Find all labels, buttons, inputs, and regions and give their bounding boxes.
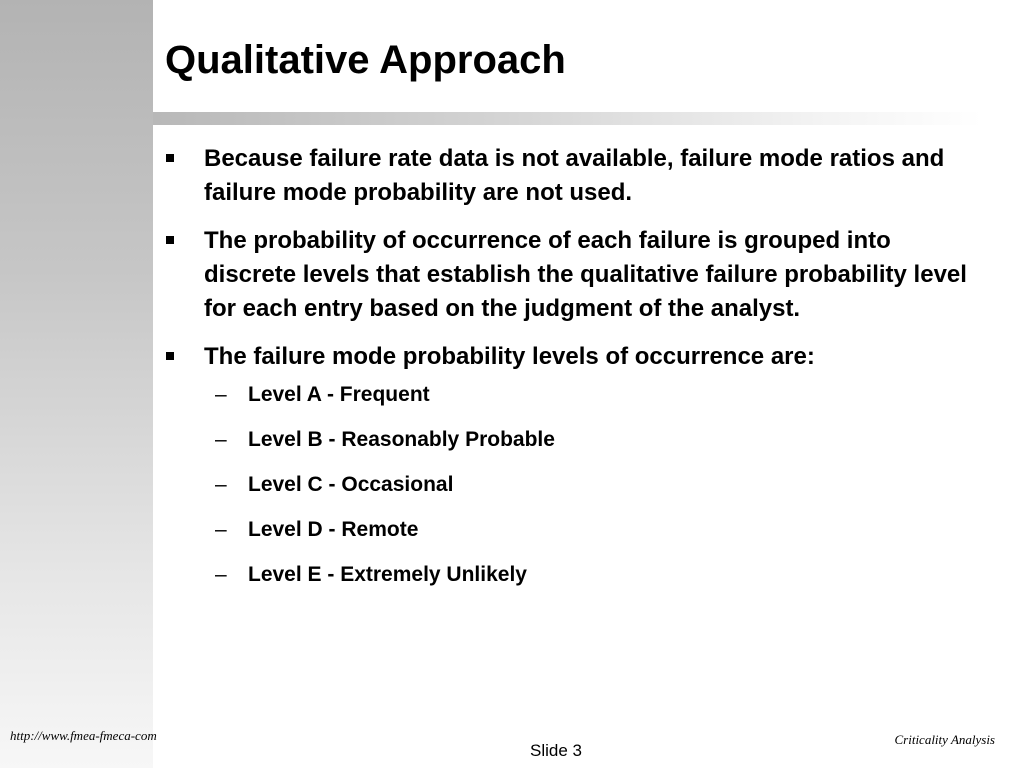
dash-marker: – bbox=[215, 473, 227, 496]
left-decorative-band bbox=[0, 0, 153, 768]
square-bullet-icon bbox=[166, 352, 174, 360]
level-item bbox=[165, 562, 977, 588]
bullet-text: The failure mode probability levels of occurrence are: bbox=[204, 343, 815, 370]
level-item bbox=[165, 517, 977, 543]
slide-number: Slide 3 bbox=[530, 741, 582, 760]
bullet-item bbox=[165, 340, 977, 374]
square-bullet-icon bbox=[166, 236, 174, 244]
level-item bbox=[165, 382, 977, 408]
level-text: Level B - Reasonably Probable bbox=[248, 428, 555, 451]
square-bullet-icon bbox=[166, 154, 174, 162]
bullet-item bbox=[165, 224, 977, 326]
title-underline-rule bbox=[153, 112, 983, 125]
level-text: Level C - Occasional bbox=[248, 473, 454, 496]
footer-url: http://www.fmea-fmeca-com bbox=[10, 728, 157, 743]
probability-levels-list bbox=[165, 382, 977, 588]
dash-marker: – bbox=[215, 383, 227, 406]
dash-marker: – bbox=[215, 563, 227, 586]
dash-marker: – bbox=[215, 428, 227, 451]
bullet-item bbox=[165, 142, 977, 210]
slide-content bbox=[165, 142, 977, 607]
bullet-text: The probability of occurrence of each failure is grouped into discrete levels that establish the qualitative failure probability level for each entry based on the judgment of the analyst. bbox=[204, 227, 967, 322]
slide-title: Qualitative Approach bbox=[165, 38, 566, 82]
bullet-text: Because failure rate data is not available, failure mode ratios and failure mode probability are not used. bbox=[204, 145, 945, 206]
level-item bbox=[165, 472, 977, 498]
level-item bbox=[165, 427, 977, 453]
level-text: Level D - Remote bbox=[248, 518, 419, 541]
footer-presentation-title: Criticality Analysis bbox=[894, 732, 995, 747]
level-text: Level E - Extremely Unlikely bbox=[248, 563, 527, 586]
level-text: Level A - Frequent bbox=[248, 383, 430, 406]
dash-marker: – bbox=[215, 518, 227, 541]
